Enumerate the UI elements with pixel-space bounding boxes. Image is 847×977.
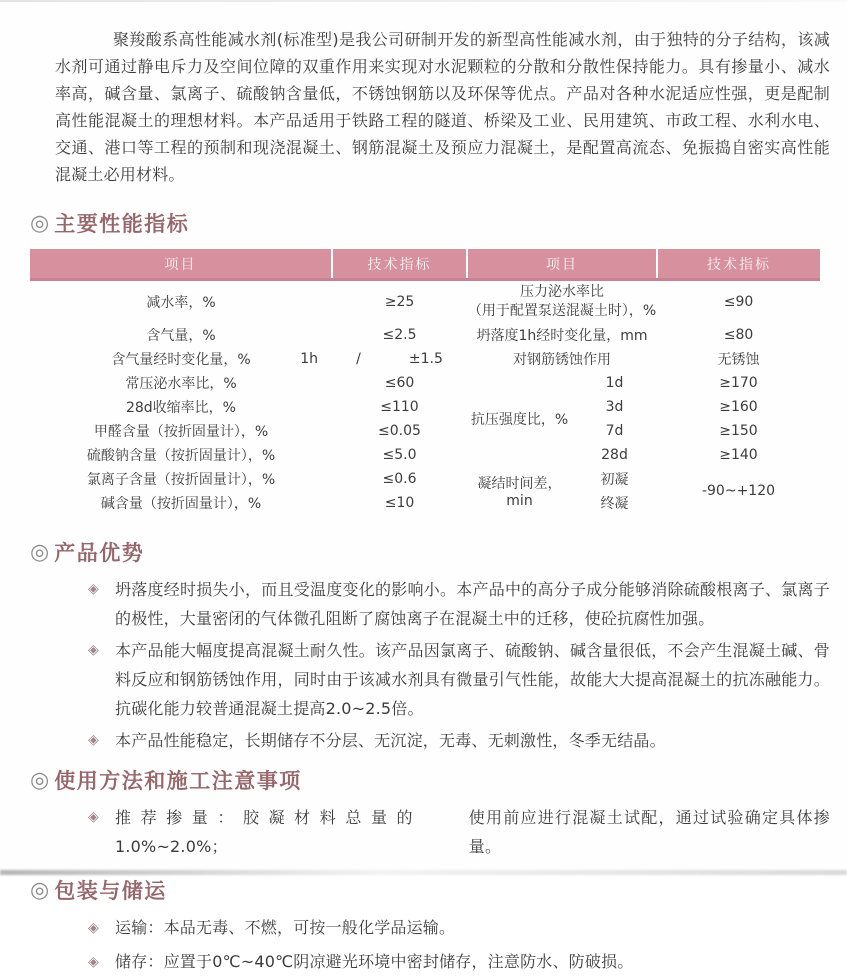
cell-time-label: 1h	[300, 351, 318, 367]
section-heading-usage	[30, 765, 830, 795]
cell-group-label: 凝结时间差，min	[477, 476, 562, 509]
cell-split-value	[332, 351, 467, 367]
slash-separator: /	[356, 351, 361, 367]
cell-item: 碱含量（按折固量计），%	[100, 496, 262, 512]
diamond-bullet-icon: ◈	[88, 732, 99, 748]
list-item-text: 坍落度经时损失小，而且受温度变化的影响小。本产品中的高分子成分能够消除硫酸根离子、氯离子的极性，大量密闭的气体微孔阻断了腐蚀离子在混凝土中的迁移，使砼抗腐性加强。	[115, 580, 830, 628]
cell-value: 无锈蚀	[717, 352, 760, 368]
cell-item: 氯离子含量（按折固量计），%	[86, 472, 276, 488]
bullseye-icon: ◎	[30, 767, 50, 793]
bullseye-icon: ◎	[30, 210, 50, 236]
list-item	[88, 636, 830, 723]
cell-value: ≤0.05	[378, 423, 421, 439]
list-item-text: 储存：应置于0℃~40℃阴凉避光环境中密封储存，注意防水、防破损。	[115, 952, 634, 971]
performance-table	[30, 249, 820, 515]
table-row	[30, 347, 820, 371]
bullseye-icon: ◎	[30, 877, 50, 903]
advantages-list	[30, 575, 830, 755]
list-item-text: 运输：本品无毒、不燃，可按一般化学品运输。	[115, 918, 456, 937]
section-heading-packaging	[30, 875, 830, 905]
header-value-right: 技术指标	[657, 249, 820, 280]
intro-paragraph: 聚羧酸系高性能减水剂(标准型)是我公司研制开发的新型高性能减水剂，由于独特的分子结构，该减水剂可通过静电斥力及空间位障的双重作用来实现对水泥颗粒的分散和分散性保持能力。具有掺量小、减水率高，碱含量、氯离子、硫酸钠含量低，不锈蚀钢筋以及环保等优点。产品对各种水泥适应性强，更是配制高性能混凝土的理想材料。本产品适用于铁路工程的隧道、桥梁及工业、民用建筑、市政工程、水利水电、交通、港口等工程的预制和现浇混凝土、钢筋混凝土及预应力混凝土，是配置高流态、免振捣自密实高性能混凝土必用材料。	[55, 30, 830, 184]
cell-value	[332, 347, 467, 371]
header-item-left: 项目	[30, 249, 332, 280]
header-item-right: 项目	[467, 249, 657, 280]
diamond-bullet-icon: ◈	[88, 920, 99, 936]
cell-setting-initial: 初凝	[600, 472, 629, 488]
bullseye-icon: ◎	[30, 539, 50, 565]
cell-item: 减水率，%	[146, 295, 216, 311]
diamond-bullet-icon: ◈	[88, 809, 99, 825]
table-row	[30, 419, 820, 443]
table-row	[30, 280, 820, 324]
table-row	[30, 323, 820, 347]
cell-value-number: ±1.5	[408, 351, 443, 367]
cell-setting-final: 终凝	[600, 496, 629, 512]
usage-dosage: 推荐掺量：胶凝材料总量的1.0%~2.0%；	[115, 808, 413, 856]
list-item	[88, 726, 830, 755]
cell-value: ≤2.5	[382, 327, 417, 343]
packaging-list	[30, 913, 830, 977]
list-item-text	[115, 803, 830, 861]
scan-edge-bottom	[0, 870, 847, 875]
cell-item: 常压泌水率比，%	[125, 376, 237, 392]
cell-value: ≤90	[723, 294, 754, 310]
cell-item: 含气量，%	[146, 328, 216, 344]
list-item	[88, 803, 830, 861]
section-title: 包装与储运	[54, 879, 167, 903]
cell-item-label: 含气量经时变化量，%	[111, 352, 251, 368]
cell-value: ≤5.0	[382, 447, 417, 463]
cell-item-line2: （用于配置泵送混凝土时），%	[467, 303, 657, 319]
list-item-text: 本产品性能稳定，长期储存不分层、无沉淀，无毒、无刺激性，冬季无结晶。	[115, 731, 666, 750]
table-header-row	[30, 249, 820, 280]
cell-item: 硫酸钠含量（按折固量计），%	[86, 448, 276, 464]
usage-list	[30, 803, 830, 861]
cell-value: ≥150	[719, 423, 758, 439]
cell-value: ≤10	[384, 495, 415, 511]
list-item	[88, 947, 830, 977]
section-title: 使用方法和施工注意事项	[54, 769, 302, 793]
cell-item: 甲醛含量（按折固量计），%	[93, 424, 269, 440]
diamond-bullet-icon: ◈	[88, 642, 99, 658]
cell-value: ≥25	[384, 294, 415, 310]
list-item	[88, 575, 830, 633]
cell-value: ≥170	[719, 375, 758, 391]
cell-item: 对钢筋锈蚀作用	[513, 352, 611, 368]
cell-value: ≥140	[719, 447, 758, 463]
cell-item-line1: 压力泌水率比	[520, 284, 604, 300]
cell-item: 28d收缩率比，%	[125, 400, 236, 416]
cell-item	[30, 347, 332, 371]
table-row	[30, 443, 820, 467]
table-row	[30, 371, 820, 395]
cell-value: ≤80	[723, 327, 754, 343]
cell-age: 1d	[605, 375, 624, 391]
diamond-bullet-icon: ◈	[88, 954, 99, 970]
cell-age: 28d	[601, 447, 628, 463]
table-row	[30, 467, 820, 491]
cell-item: 坍落度1h经时变化量，mm	[476, 328, 648, 344]
cell-value: ≤0.6	[382, 471, 417, 487]
usage-note: 使用前应进行混凝土试配，通过试验确定具体掺量。	[468, 808, 830, 856]
cell-value: ≤60	[384, 375, 415, 391]
cell-group-label: 抗压强度比，%	[470, 412, 569, 428]
list-item-text: 本产品能大幅度提高混凝土耐久性。该产品因氯离子、硫酸钠、碱含量很低，不会产生混凝土碱、骨料反应和钢筋锈蚀作用，同时由于该减水剂具有微量引气性能，故能大大提高混凝土的抗冻融能力。抗碳化能力较普通混凝土提高2.0~2.5倍。	[115, 641, 830, 718]
cell-value: ≥160	[719, 399, 758, 415]
section-heading-advantages	[30, 537, 830, 567]
list-item	[88, 913, 830, 943]
section-title: 主要性能指标	[54, 212, 190, 236]
table-row	[30, 395, 820, 419]
section-title: 产品优势	[54, 541, 145, 565]
cell-value: ≤110	[380, 399, 419, 415]
cell-value: -90~+120	[701, 483, 776, 499]
cell-item	[467, 280, 657, 324]
diamond-bullet-icon: ◈	[88, 581, 99, 597]
cell-age: 3d	[605, 399, 624, 415]
cell-age: 7d	[605, 423, 624, 439]
section-heading-performance	[30, 208, 830, 238]
header-value-left: 技术指标	[332, 249, 467, 280]
scan-edge-top	[0, 0, 847, 2]
